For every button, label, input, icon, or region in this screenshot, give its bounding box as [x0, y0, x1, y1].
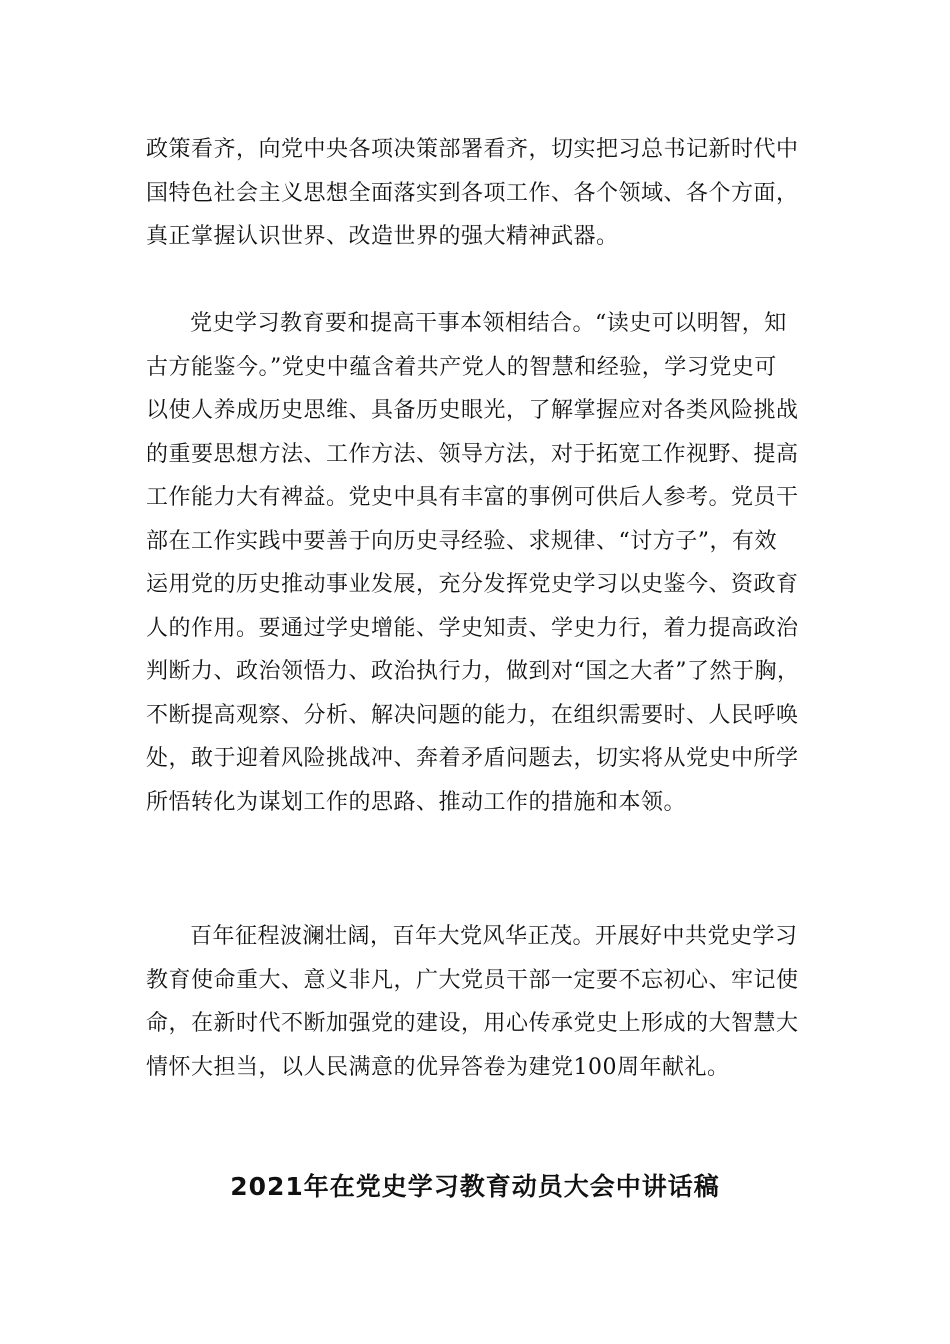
paragraph-3 — [146, 915, 806, 1089]
text-line: 工作能力大有裨益。党史中具有丰富的事例可供后人参考。党员干 — [146, 485, 799, 510]
text-line: 判断力、政治领悟力、政治执行力，做到对“国之大者”了然于胸， — [146, 659, 800, 684]
text-line: 不断提高观察、分析、解决问题的能力，在组织需要时、人民呼唤 — [146, 702, 799, 728]
text-line: 政策看齐，向党中央各项决策部署看齐，切实把习总书记新时代中 — [146, 137, 799, 162]
text-line: 所悟转化为谋划工作的思路、推动工作的措施和本领。 — [146, 789, 687, 815]
text-line: 古方能鉴今。”党史中蕴含着共产党人的智慧和经验，学习党史可 — [146, 354, 777, 380]
text-line: 人的作用。要通过学史增能、学史知责、学史力行，着力提高政治 — [146, 615, 799, 641]
text-line: 情怀大担当，以人民满意的优异答卷为建党100周年献礼。 — [146, 1054, 730, 1080]
paragraph-2 — [146, 302, 806, 824]
text-line: 以使人养成历史思维、具备历史眼光，了解掌握应对各类风险挑战 — [146, 398, 799, 423]
text-line: 运用党的历史推动事业发展，充分发挥党史学习以史鉴今、资政育 — [146, 572, 799, 597]
text-line: 命，在新时代不断加强党的建设，用心传承党史上形成的大智慧大 — [146, 1011, 799, 1036]
text-line: 百年征程波澜壮阔，百年大党风华正茂。开展好中共党史学习 — [190, 924, 798, 949]
paragraph-1 — [146, 128, 806, 259]
text-line: 的重要思想方法、工作方法、领导方法，对于拓宽工作视野、提高 — [146, 441, 799, 467]
text-line: 部在工作实践中要善于向历史寻经验、求规律、“讨方子”，有效 — [146, 528, 777, 554]
next-section-title: 2021年在党史学习教育动员大会中讲话稿 — [230, 1172, 720, 1201]
text-line: 真正掌握认识世界、改造世界的强大精神武器。 — [146, 224, 619, 249]
text-line: 党史学习教育要和提高干事本领相结合。“读史可以明智，知 — [190, 311, 787, 336]
text-line: 教育使命重大、意义非凡，广大党员干部一定要不忘初心、牢记使 — [146, 967, 799, 993]
text-line: 国特色社会主义思想全面落实到各项工作、各个领域、各个方面， — [146, 180, 799, 206]
text-line: 处，敢于迎着风险挑战冲、奔着矛盾问题去，切实将从党史中所学 — [146, 746, 799, 771]
